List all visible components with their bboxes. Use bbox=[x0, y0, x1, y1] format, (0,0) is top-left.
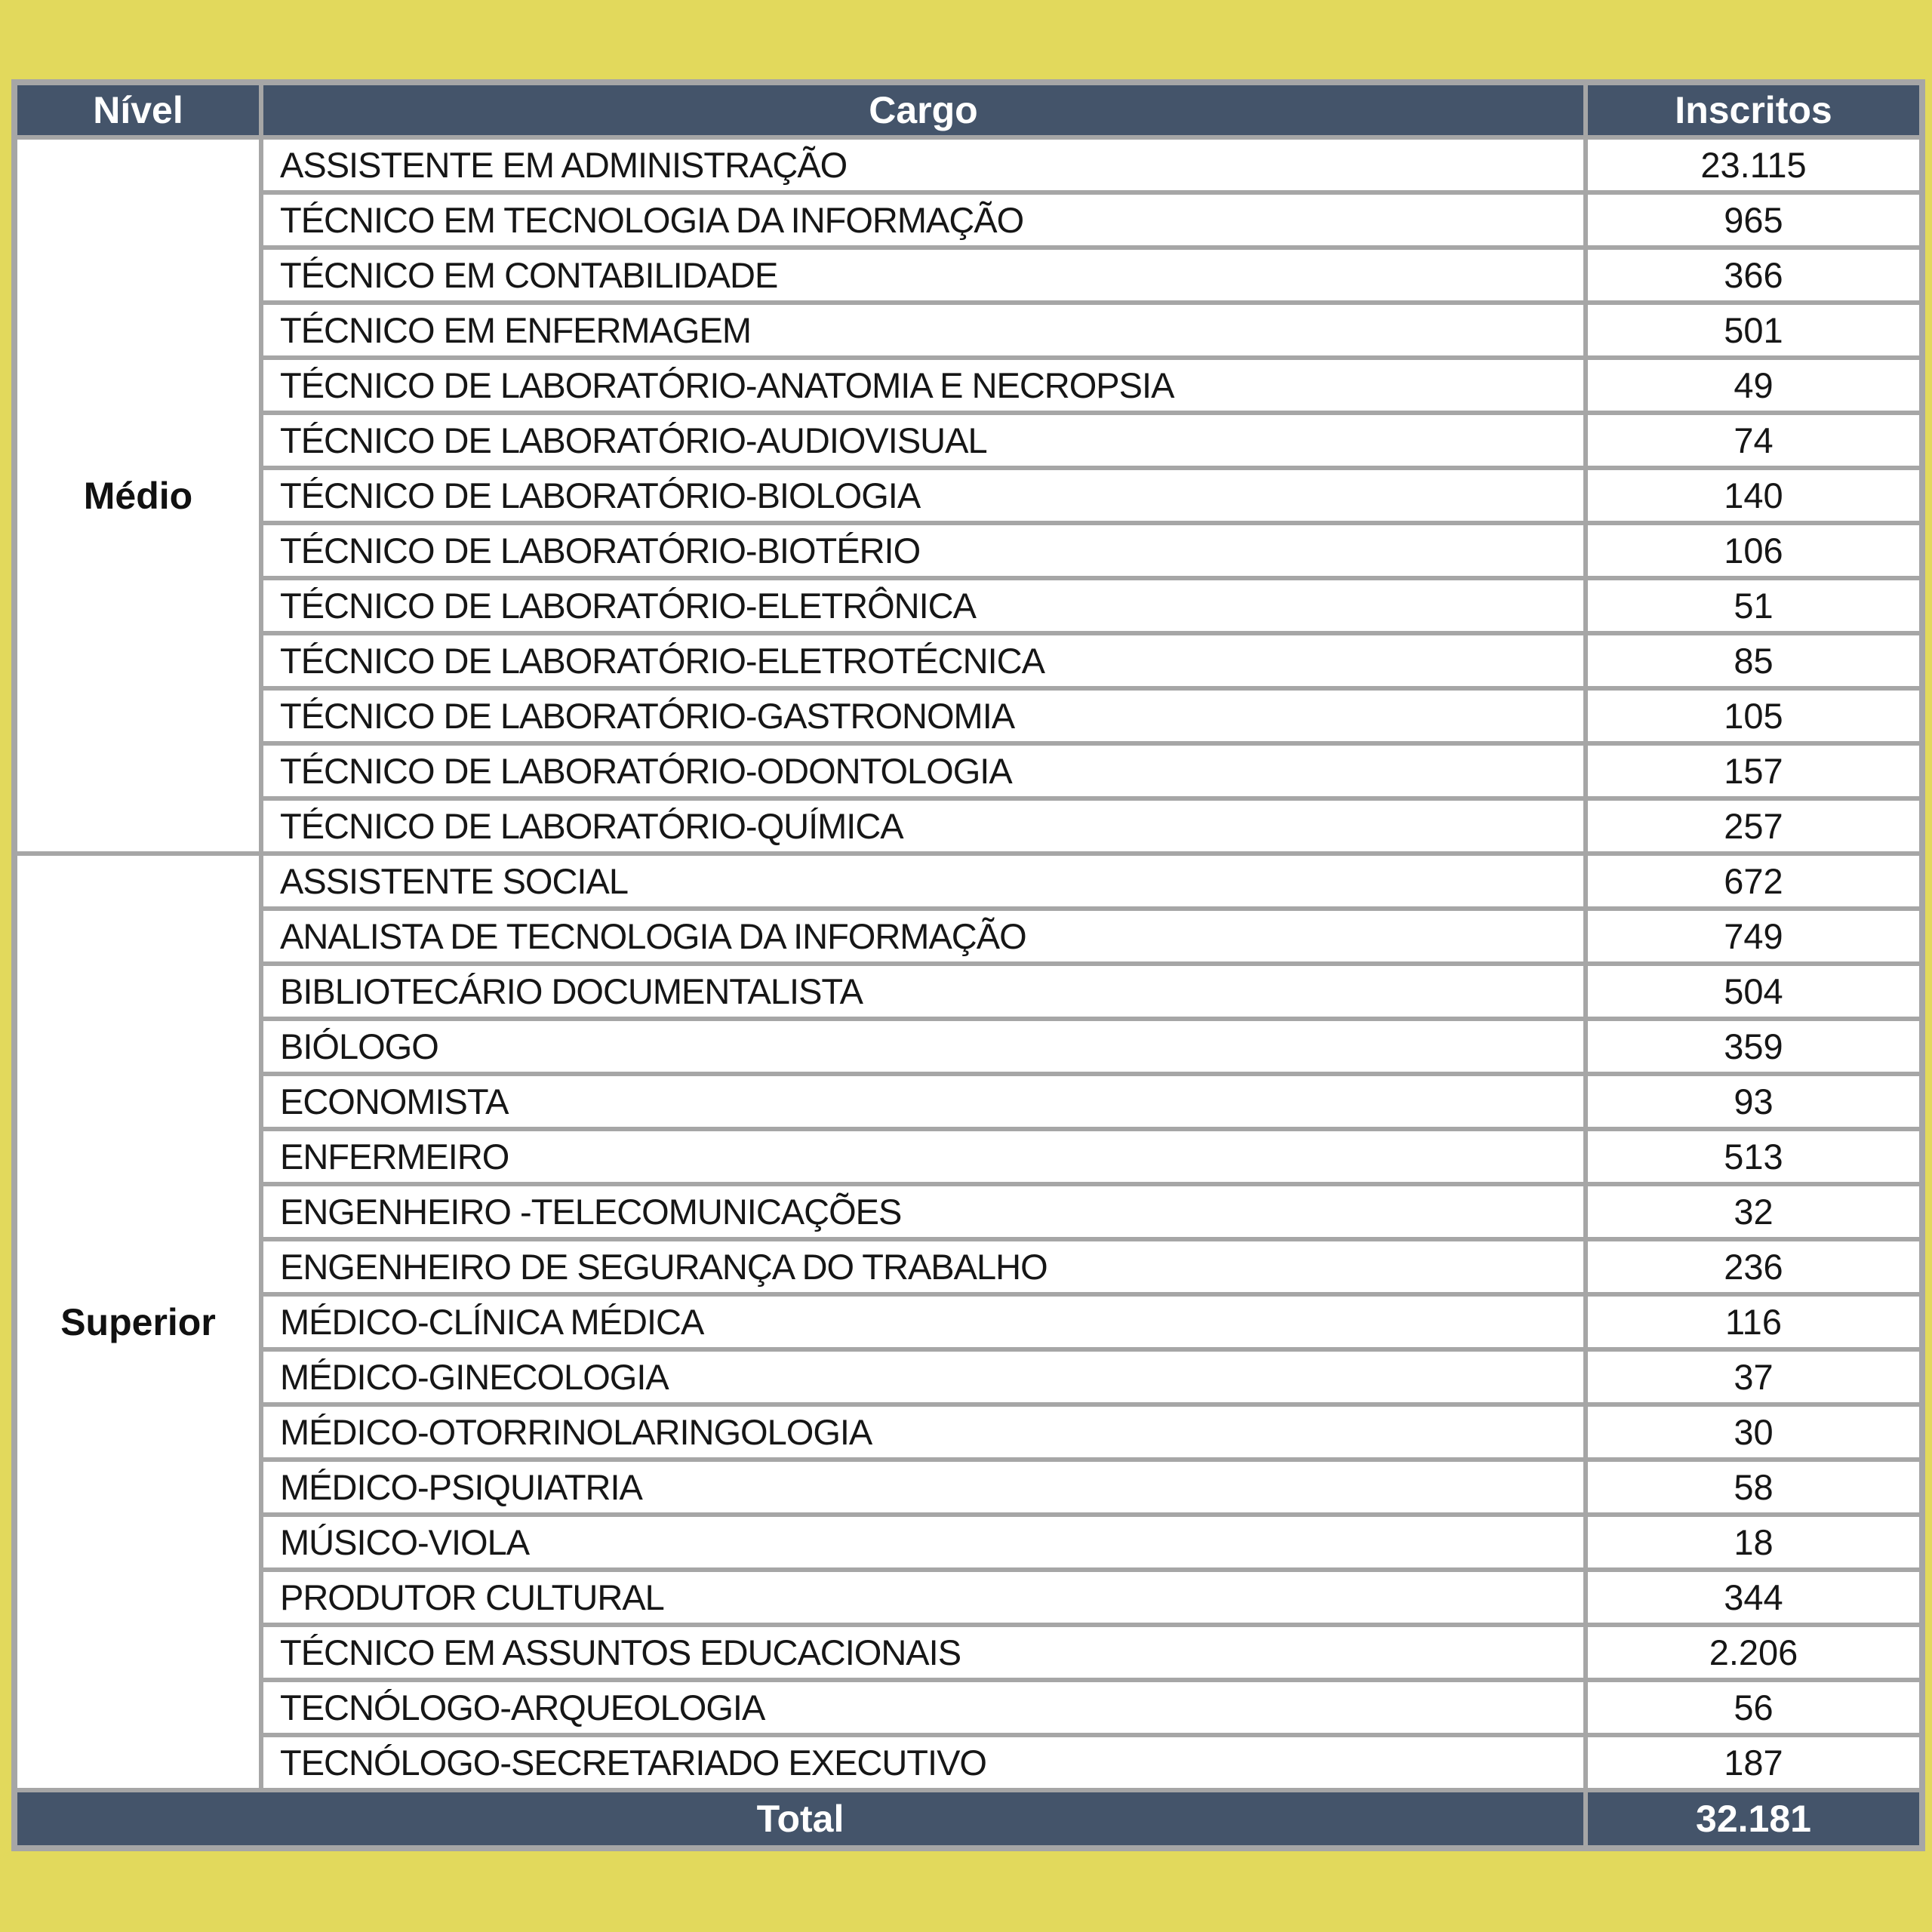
cargo-cell: ASSISTENTE EM ADMINISTRAÇÃO bbox=[261, 137, 1586, 192]
table-row bbox=[14, 798, 1922, 854]
nivel-group-label: Médio bbox=[14, 137, 261, 854]
cargo-cell: ECONOMISTA bbox=[261, 1074, 1586, 1129]
inscritos-cell: 93 bbox=[1586, 1074, 1922, 1129]
cargo-cell: ASSISTENTE SOCIAL bbox=[261, 854, 1586, 909]
table-row bbox=[14, 688, 1922, 743]
inscritos-por-cargo-table bbox=[11, 79, 1925, 1851]
nivel-group-label: Superior bbox=[14, 854, 261, 1790]
cargo-cell: TÉCNICO DE LABORATÓRIO-BIOLOGIA bbox=[261, 468, 1586, 523]
cargo-cell: ENGENHEIRO DE SEGURANÇA DO TRABALHO bbox=[261, 1239, 1586, 1294]
inscritos-cell: 106 bbox=[1586, 523, 1922, 578]
inscritos-cell: 58 bbox=[1586, 1460, 1922, 1515]
table-row bbox=[14, 192, 1922, 248]
cargo-cell: TÉCNICO DE LABORATÓRIO-AUDIOVISUAL bbox=[261, 413, 1586, 468]
inscritos-cell: 672 bbox=[1586, 854, 1922, 909]
table-row bbox=[14, 1680, 1922, 1735]
header-row bbox=[14, 82, 1922, 137]
table-row bbox=[14, 1349, 1922, 1404]
inscritos-cell: 56 bbox=[1586, 1680, 1922, 1735]
table-row bbox=[14, 468, 1922, 523]
cargo-cell: TÉCNICO DE LABORATÓRIO-BIOTÉRIO bbox=[261, 523, 1586, 578]
inscritos-cell: 23.115 bbox=[1586, 137, 1922, 192]
inscritos-cell: 749 bbox=[1586, 909, 1922, 964]
inscritos-cell: 513 bbox=[1586, 1129, 1922, 1184]
col-header-nivel: Nível bbox=[14, 82, 261, 137]
inscritos-cell: 187 bbox=[1586, 1735, 1922, 1790]
inscritos-cell: 32 bbox=[1586, 1184, 1922, 1239]
table-row bbox=[14, 1735, 1922, 1790]
cargo-cell: ENFERMEIRO bbox=[261, 1129, 1586, 1184]
inscritos-cell: 37 bbox=[1586, 1349, 1922, 1404]
total-inscritos-cell: 32.181 bbox=[1586, 1790, 1922, 1848]
table-row bbox=[14, 1625, 1922, 1680]
inscritos-cell: 965 bbox=[1586, 192, 1922, 248]
table-row bbox=[14, 854, 1922, 909]
table-row bbox=[14, 743, 1922, 798]
table-row bbox=[14, 1460, 1922, 1515]
cargo-cell: TÉCNICO EM ENFERMAGEM bbox=[261, 303, 1586, 358]
table-row bbox=[14, 413, 1922, 468]
cargo-cell: MÉDICO-GINECOLOGIA bbox=[261, 1349, 1586, 1404]
table-row bbox=[14, 578, 1922, 633]
total-label-cell: Total bbox=[14, 1790, 1586, 1848]
cargo-cell: TÉCNICO DE LABORATÓRIO-QUÍMICA bbox=[261, 798, 1586, 854]
total-row bbox=[14, 1790, 1922, 1848]
table-row bbox=[14, 1239, 1922, 1294]
inscritos-cell: 359 bbox=[1586, 1019, 1922, 1074]
cargo-cell: MÉDICO-PSIQUIATRIA bbox=[261, 1460, 1586, 1515]
table-row bbox=[14, 137, 1922, 192]
inscritos-cell: 51 bbox=[1586, 578, 1922, 633]
table-row bbox=[14, 523, 1922, 578]
inscritos-cell: 504 bbox=[1586, 964, 1922, 1019]
table-row bbox=[14, 964, 1922, 1019]
table-row bbox=[14, 1570, 1922, 1625]
cargo-cell: TÉCNICO DE LABORATÓRIO-ELETROTÉCNICA bbox=[261, 633, 1586, 688]
cargo-cell: MÉDICO-OTORRINOLARINGOLOGIA bbox=[261, 1404, 1586, 1460]
inscritos-cell: 30 bbox=[1586, 1404, 1922, 1460]
table-footer bbox=[14, 1790, 1922, 1848]
inscritos-cell: 49 bbox=[1586, 358, 1922, 413]
inscritos-cell: 85 bbox=[1586, 633, 1922, 688]
cargo-cell: TÉCNICO EM CONTABILIDADE bbox=[261, 248, 1586, 303]
inscritos-cell: 501 bbox=[1586, 303, 1922, 358]
inscritos-cell: 18 bbox=[1586, 1515, 1922, 1570]
table-row bbox=[14, 358, 1922, 413]
inscritos-cell: 366 bbox=[1586, 248, 1922, 303]
cargo-cell: PRODUTOR CULTURAL bbox=[261, 1570, 1586, 1625]
inscritos-cell: 157 bbox=[1586, 743, 1922, 798]
table-row bbox=[14, 1515, 1922, 1570]
table-row bbox=[14, 1404, 1922, 1460]
cargo-cell: ENGENHEIRO -TELECOMUNICAÇÕES bbox=[261, 1184, 1586, 1239]
cargo-cell: TECNÓLOGO-SECRETARIADO EXECUTIVO bbox=[261, 1735, 1586, 1790]
inscritos-cell: 74 bbox=[1586, 413, 1922, 468]
cargo-cell: TÉCNICO EM ASSUNTOS EDUCACIONAIS bbox=[261, 1625, 1586, 1680]
inscritos-cell: 236 bbox=[1586, 1239, 1922, 1294]
inscritos-cell: 257 bbox=[1586, 798, 1922, 854]
cargo-cell: TÉCNICO DE LABORATÓRIO-ELETRÔNICA bbox=[261, 578, 1586, 633]
table-row bbox=[14, 1129, 1922, 1184]
table-row bbox=[14, 1184, 1922, 1239]
col-header-inscritos: Inscritos bbox=[1586, 82, 1922, 137]
inscritos-cell: 105 bbox=[1586, 688, 1922, 743]
cargo-cell: TÉCNICO DE LABORATÓRIO-ODONTOLOGIA bbox=[261, 743, 1586, 798]
table-row bbox=[14, 633, 1922, 688]
table-header bbox=[14, 82, 1922, 137]
table-row bbox=[14, 303, 1922, 358]
cargo-cell: BIÓLOGO bbox=[261, 1019, 1586, 1074]
table-row bbox=[14, 248, 1922, 303]
table-row bbox=[14, 909, 1922, 964]
cargo-cell: MÉDICO-CLÍNICA MÉDICA bbox=[261, 1294, 1586, 1349]
table-row bbox=[14, 1019, 1922, 1074]
inscritos-cell: 116 bbox=[1586, 1294, 1922, 1349]
inscritos-cell: 2.206 bbox=[1586, 1625, 1922, 1680]
inscritos-cell: 140 bbox=[1586, 468, 1922, 523]
cargo-cell: TECNÓLOGO-ARQUEOLOGIA bbox=[261, 1680, 1586, 1735]
cargo-cell: TÉCNICO DE LABORATÓRIO-GASTRONOMIA bbox=[261, 688, 1586, 743]
cargo-cell: TÉCNICO EM TECNOLOGIA DA INFORMAÇÃO bbox=[261, 192, 1586, 248]
cargo-cell: BIBLIOTECÁRIO DOCUMENTALISTA bbox=[261, 964, 1586, 1019]
col-header-cargo: Cargo bbox=[261, 82, 1586, 137]
table-row bbox=[14, 1294, 1922, 1349]
cargo-cell: TÉCNICO DE LABORATÓRIO-ANATOMIA E NECROPSIA bbox=[261, 358, 1586, 413]
cargo-cell: ANALISTA DE TECNOLOGIA DA INFORMAÇÃO bbox=[261, 909, 1586, 964]
inscritos-cell: 344 bbox=[1586, 1570, 1922, 1625]
table-row bbox=[14, 1074, 1922, 1129]
table-body bbox=[14, 137, 1922, 1790]
cargo-cell: MÚSICO-VIOLA bbox=[261, 1515, 1586, 1570]
